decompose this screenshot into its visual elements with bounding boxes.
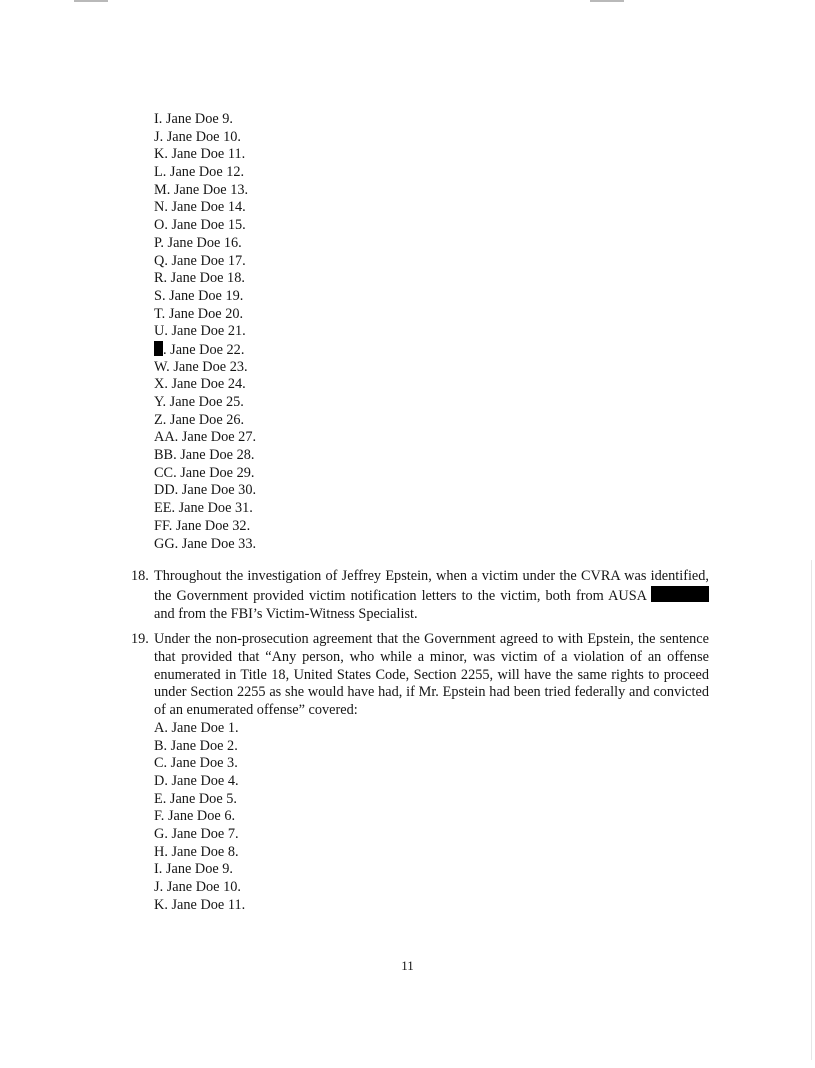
paragraph-number: 19. [131, 631, 149, 647]
jane-doe-list [154, 720, 709, 915]
list-item: K. Jane Doe 11. [154, 146, 246, 163]
list-item: F. Jane Doe 6. [154, 808, 236, 825]
list-item: T. Jane Doe 20. [154, 305, 244, 322]
list-item: H. Jane Doe 8. [154, 843, 239, 860]
scan-artifact [74, 0, 108, 2]
list-item: I. Jane Doe 9. [154, 111, 234, 127]
paragraph-19 [131, 631, 709, 915]
list-item: S. Jane Doe 19. [154, 287, 244, 304]
list-item: C. Jane Doe 3. [154, 755, 238, 772]
list-item: AA. Jane Doe 27. [154, 429, 257, 446]
list-item: W. Jane Doe 23. [154, 358, 248, 375]
paragraph-number: 18. [131, 568, 149, 584]
list-item: Z. Jane Doe 26. [154, 411, 245, 428]
list-item: L. Jane Doe 12. [154, 164, 245, 181]
scan-artifact [590, 0, 624, 2]
list-item: CC. Jane Doe 29. [154, 464, 255, 481]
paragraph-18 [131, 568, 709, 623]
list-item: X. Jane Doe 24. [154, 376, 246, 393]
list-item: J. Jane Doe 10. [154, 128, 241, 145]
redaction-block [154, 341, 163, 356]
paragraph-text-continued: and from the FBI’s Victim-Witness Specialist. [154, 605, 418, 622]
jane-doe-list-continued [154, 111, 454, 553]
list-item: M. Jane Doe 13. [154, 181, 249, 198]
list-item: P. Jane Doe 16. [154, 234, 242, 251]
list-item: D. Jane Doe 4. [154, 773, 239, 790]
scan-edge-line [811, 560, 812, 1060]
list-item: N. Jane Doe 14. [154, 199, 246, 216]
list-item: B. Jane Doe 2. [154, 737, 238, 754]
list-item-redacted [154, 341, 454, 359]
list-item: A. Jane Doe 1. [154, 719, 239, 736]
redaction-block [651, 586, 709, 602]
paragraph-text: Throughout the investigation of Jeffrey Epstein, when a victim under the CVRA was identified, the Government provided victim notification letters to the victim, both from AUSA [154, 568, 709, 604]
list-item: FF. Jane Doe 32. [154, 517, 251, 534]
paragraph-body [154, 568, 709, 623]
list-item: BB. Jane Doe 28. [154, 447, 255, 464]
list-item: Y. Jane Doe 25. [154, 394, 244, 410]
list-item: I. Jane Doe 9. [154, 861, 234, 878]
list-item: E. Jane Doe 5. [154, 790, 237, 807]
list-item: J. Jane Doe 10. [154, 879, 241, 896]
paragraph-body: Under the non-prosecution agreement that the Government agreed to with Epstein, the sentence that provided that “Any person, who while a minor, was victim of a violation of an offense enumerated in Title 18, United States Code, Section 2255, will have the same rights to proceed under Section 2255 as she would have had, if Mr. Epstein had been tried federally and convicted of an enumerated offense” covered: [154, 631, 709, 719]
page-number: 11 [401, 958, 414, 973]
list-item: Q. Jane Doe 17. [154, 252, 246, 269]
list-item: K. Jane Doe 11. [154, 896, 246, 913]
list-item: O. Jane Doe 15. [154, 217, 246, 234]
list-item: U. Jane Doe 21. [154, 323, 246, 340]
list-item: EE. Jane Doe 31. [154, 500, 253, 517]
list-item: DD. Jane Doe 30. [154, 482, 257, 499]
list-item: G. Jane Doe 7. [154, 826, 239, 843]
list-item-text: . Jane Doe 22. [163, 341, 245, 358]
list-item: GG. Jane Doe 33. [154, 535, 257, 552]
list-item: R. Jane Doe 18. [154, 270, 245, 287]
